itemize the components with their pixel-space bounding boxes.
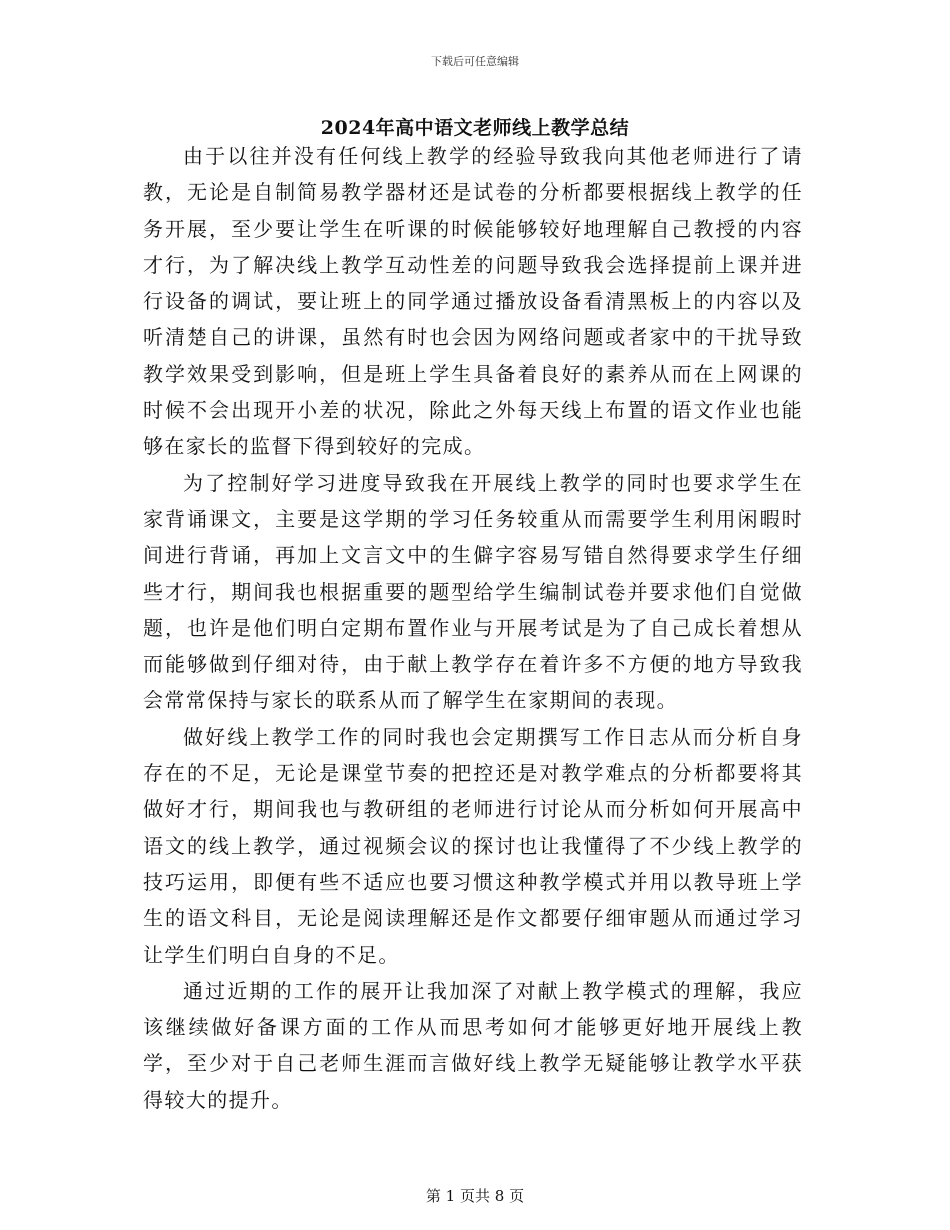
document-body	[143, 138, 803, 1118]
paragraph-2: 为了控制好学习进度导致我在开展线上教学的同时也要求学生在家背诵课文，主要是这学期的学习任务较重从而需要学生利用闲暇时间进行背诵，再加上文言文中的生僻字容易写错自然得要求学生仔细些才行，期间我也根据重要的题型给学生编制试卷并要求他们自觉做题，也许是他们明白定期布置作业与开展考试是为了自己成长着想从而能够做到仔细对待，由于献上教学存在着许多不方便的地方导致我会常常保持与家长的联系从而了解学生在家期间的表现。	[143, 470, 803, 713]
document-title: 2024年高中语文老师线上教学总结	[320, 117, 630, 139]
header-note: 下载后可任意编辑	[431, 55, 519, 68]
paragraph-3: 做好线上教学工作的同时我也会定期撰写工作日志从而分析自身存在的不足，无论是课堂节奏的把控还是对教学难点的分析都要将其做好才行，期间我也与教研组的老师进行讨论从而分析如何开展高中语文的线上教学，通过视频会议的探讨也让我懂得了不少线上教学的技巧运用，即便有些不适应也要习惯这种教学模式并用以教导班上学生的语文科目，无论是阅读理解还是作文都要仔细审题从而通过学习让学生们明白自身的不足。	[143, 724, 803, 967]
paragraph-4: 通过近期的工作的展开让我加深了对献上教学模式的理解，我应该继续做好备课方面的工作从而思考如何才能够更好地开展线上教学，至少对于自己老师生涯而言做好线上教学无疑能够让教学水平获得较大的提升。	[143, 978, 803, 1112]
page-number: 第 1 页共 8 页	[425, 1187, 525, 1205]
paragraph-1: 由于以往并没有任何线上教学的经验导致我向其他老师进行了请教，无论是自制简易教学器材还是试卷的分析都要根据线上教学的任务开展，至少要让学生在听课的时候能够较好地理解自己教授的内容才行，为了解决线上教学互动性差的问题导致我会选择提前上课并进行设备的调试，要让班上的同学通过播放设备看清黑板上的内容以及听清楚自己的讲课，虽然有时也会因为网络问题或者家中的干扰导致教学效果受到影响，但是班上学生具备着良好的素养从而在上网课的时候不会出现开小差的状况，除此之外每天线上布置的语文作业也能够在家长的监督下得到较好的完成。	[143, 144, 803, 459]
